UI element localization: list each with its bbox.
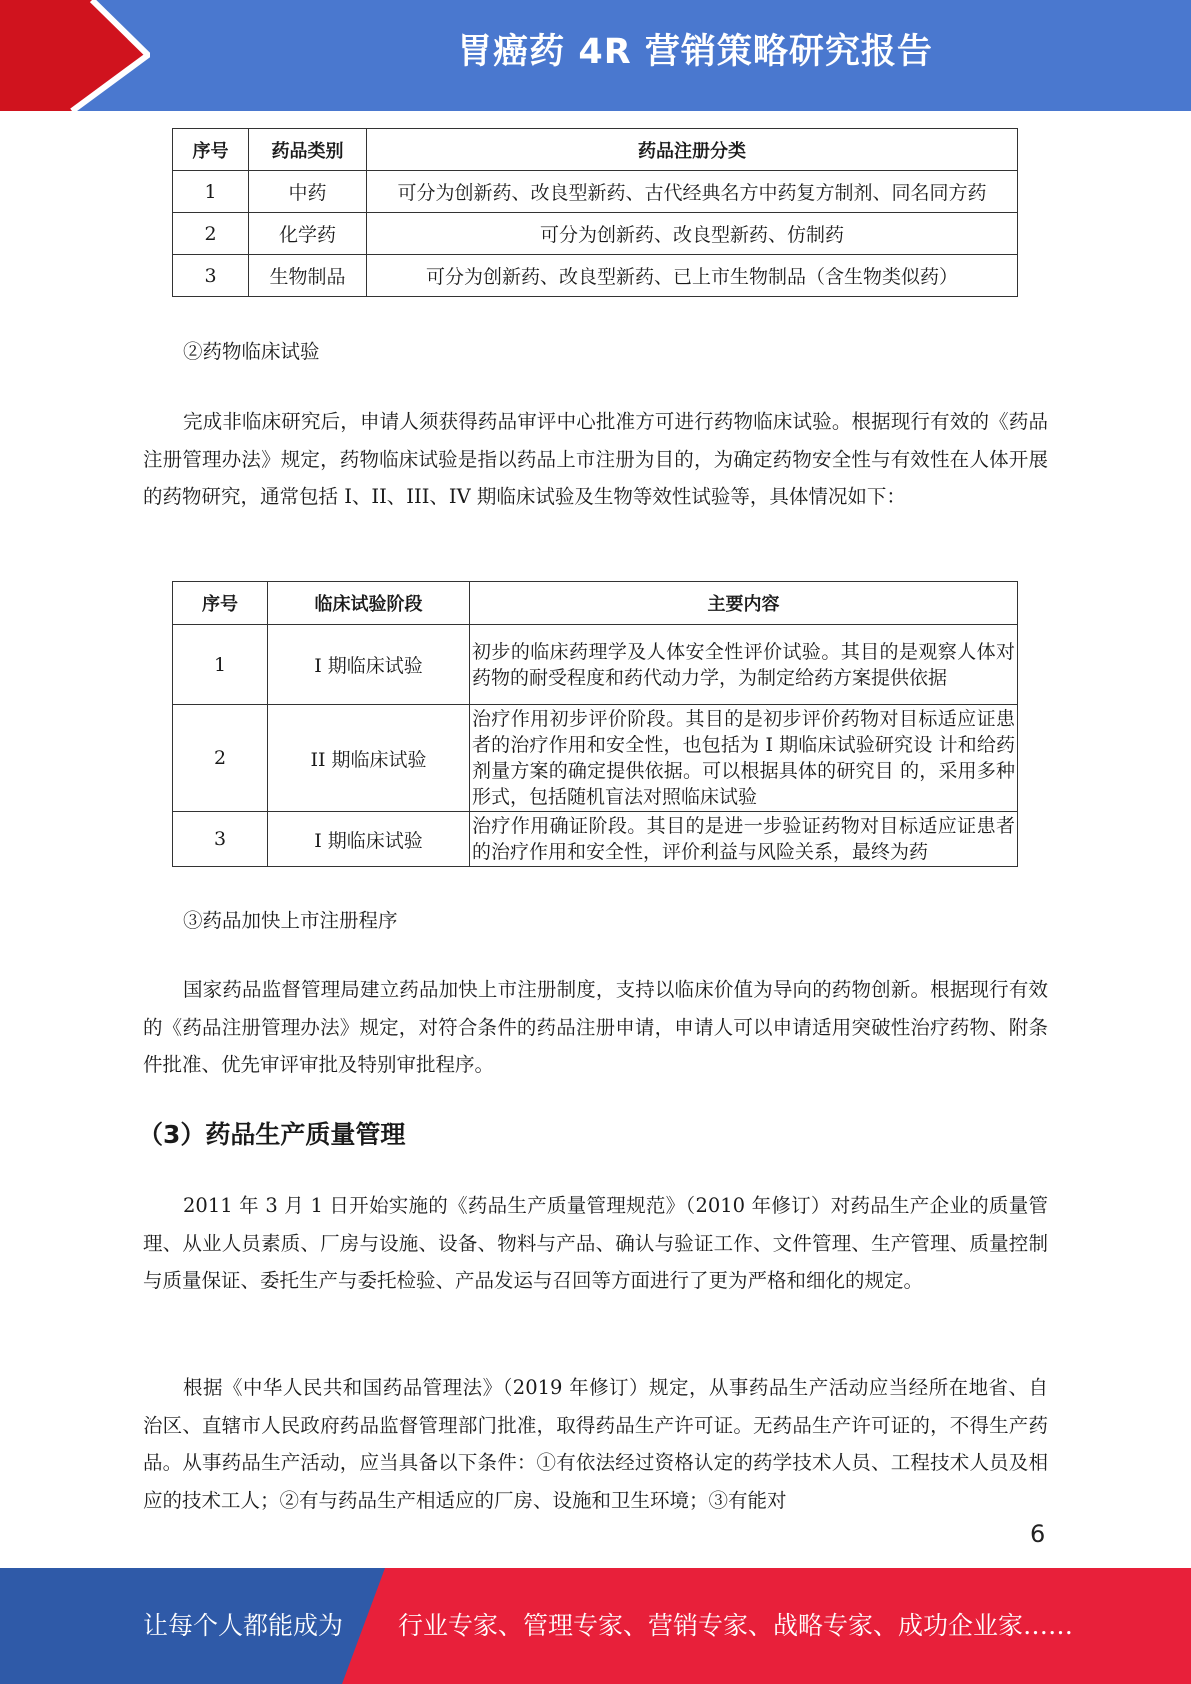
table-row bbox=[173, 255, 1018, 297]
table-cell: 治疗作用初步评价阶段。其目的是初步评价药物对目标适应证患者的治疗作用和安全性，也包括为 I 期临床试验研究设 计和给药剂量方案的确定提供依据。可以根据具体的研究目 的，采用多种形式，包括随机盲法对照临床试验 bbox=[470, 705, 1018, 812]
page-number: 6 bbox=[1030, 1520, 1046, 1548]
subsection-title: ③药品加快上市注册程序 bbox=[183, 909, 398, 932]
table-row bbox=[173, 625, 1018, 705]
body-paragraph: 完成非临床研究后，申请人须获得药品审评中心批准方可进行药物临床试验。根据现行有效的《药品注册管理办法》规定，药物临床试验是指以药品上市注册为目的，为确定药物安全性与有效性在人体开展的药物研究，通常包括 I、II、III、IV 期临床试验及生物等效性试验等，具体情况如下： bbox=[143, 410, 1048, 508]
table-row bbox=[173, 705, 1018, 812]
table-cell: I 期临床试验 bbox=[268, 625, 470, 705]
footer-slogan-left: 让每个人都能成为 bbox=[143, 1611, 344, 1640]
body-paragraph: 根据《中华人民共和国药品管理法》（2019 年修订）规定，从事药品生产活动应当经所在地省、自治区、直辖市人民政府药品监督管理部门批准，取得药品生产许可证。无药品生产许可证的，不得生产药品。从事药品生产活动，应当具备以下条件：①有依法经过资格认定的药学技术人员、工程技术人员及相应的技术工人；②有与药品生产相适应的厂房、设施和卫生环境；③有能对 bbox=[143, 1376, 1048, 1512]
registration-table bbox=[172, 128, 1018, 297]
table-cell: 中药 bbox=[249, 171, 367, 213]
clinical-trial-table bbox=[172, 581, 1018, 867]
table-cell: 1 bbox=[173, 171, 249, 213]
table-cell: 可分为创新药、改良型新药、古代经典名方中药复方制剂、同名同方药 bbox=[367, 171, 1018, 213]
table-header-cell: 药品注册分类 bbox=[367, 129, 1018, 171]
page-footer bbox=[0, 1568, 1191, 1684]
table-cell: 可分为创新药、改良型新药、已上市生物制品（含生物类似药） bbox=[367, 255, 1018, 297]
subsection-title: ②药物临床试验 bbox=[183, 340, 320, 363]
table-header-row bbox=[173, 582, 1018, 625]
table-cell: I 期临床试验 bbox=[268, 812, 470, 867]
table-cell: 1 bbox=[173, 625, 268, 705]
body-paragraph: 国家药品监督管理局建立药品加快上市注册制度，支持以临床价值为导向的药物创新。根据现行有效的《药品注册管理办法》规定，对符合条件的药品注册申请，申请人可以申请适用突破性治疗药物、附条件批准、优先审评审批及特别审批程序。 bbox=[143, 978, 1048, 1076]
table-header-cell: 临床试验阶段 bbox=[268, 582, 470, 625]
table-cell: 化学药 bbox=[249, 213, 367, 255]
table-row bbox=[173, 171, 1018, 213]
table-header-cell: 序号 bbox=[173, 582, 268, 625]
table-cell: 可分为创新药、改良型新药、仿制药 bbox=[367, 213, 1018, 255]
table-cell: 3 bbox=[173, 255, 249, 297]
section-heading: （3）药品生产质量管理 bbox=[138, 1120, 406, 1149]
table-cell: 生物制品 bbox=[249, 255, 367, 297]
footer-slogan-right: 行业专家、管理专家、营销专家、战略专家、成功企业家…… bbox=[398, 1611, 1074, 1640]
header-red-chevron-icon bbox=[0, 0, 150, 111]
report-title: 胃癌药 4R 营销策略研究报告 bbox=[457, 32, 933, 72]
table-cell: II 期临床试验 bbox=[268, 705, 470, 812]
table-cell: 3 bbox=[173, 812, 268, 867]
table-row bbox=[173, 213, 1018, 255]
page-header bbox=[0, 0, 1191, 111]
table-header-row bbox=[173, 129, 1018, 171]
table-cell: 初步的临床药理学及人体安全性评价试验。其目的是观察人体对药物的耐受程度和药代动力学，为制定给药方案提供依据 bbox=[470, 625, 1018, 705]
table-header-cell: 序号 bbox=[173, 129, 249, 171]
table-cell: 2 bbox=[173, 213, 249, 255]
table-header-cell: 药品类别 bbox=[249, 129, 367, 171]
table-row bbox=[173, 812, 1018, 867]
table-cell: 2 bbox=[173, 705, 268, 812]
table-header-cell: 主要内容 bbox=[470, 582, 1018, 625]
body-paragraph: 2011 年 3 月 1 日开始实施的《药品生产质量管理规范》（2010 年修订）对药品生产企业的质量管理、从业人员素质、厂房与设施、设备、物料与产品、确认与验证工作、文件管理、生产管理、质量控制与质量保证、委托生产与委托检验、产品发运与召回等方面进行了更为严格和细化的规定。 bbox=[143, 1194, 1048, 1292]
table-cell: 治疗作用确证阶段。其目的是进一步验证药物对目标适应证患者的治疗作用和安全性，评价利益与风险关系，最终为药 bbox=[470, 812, 1018, 867]
